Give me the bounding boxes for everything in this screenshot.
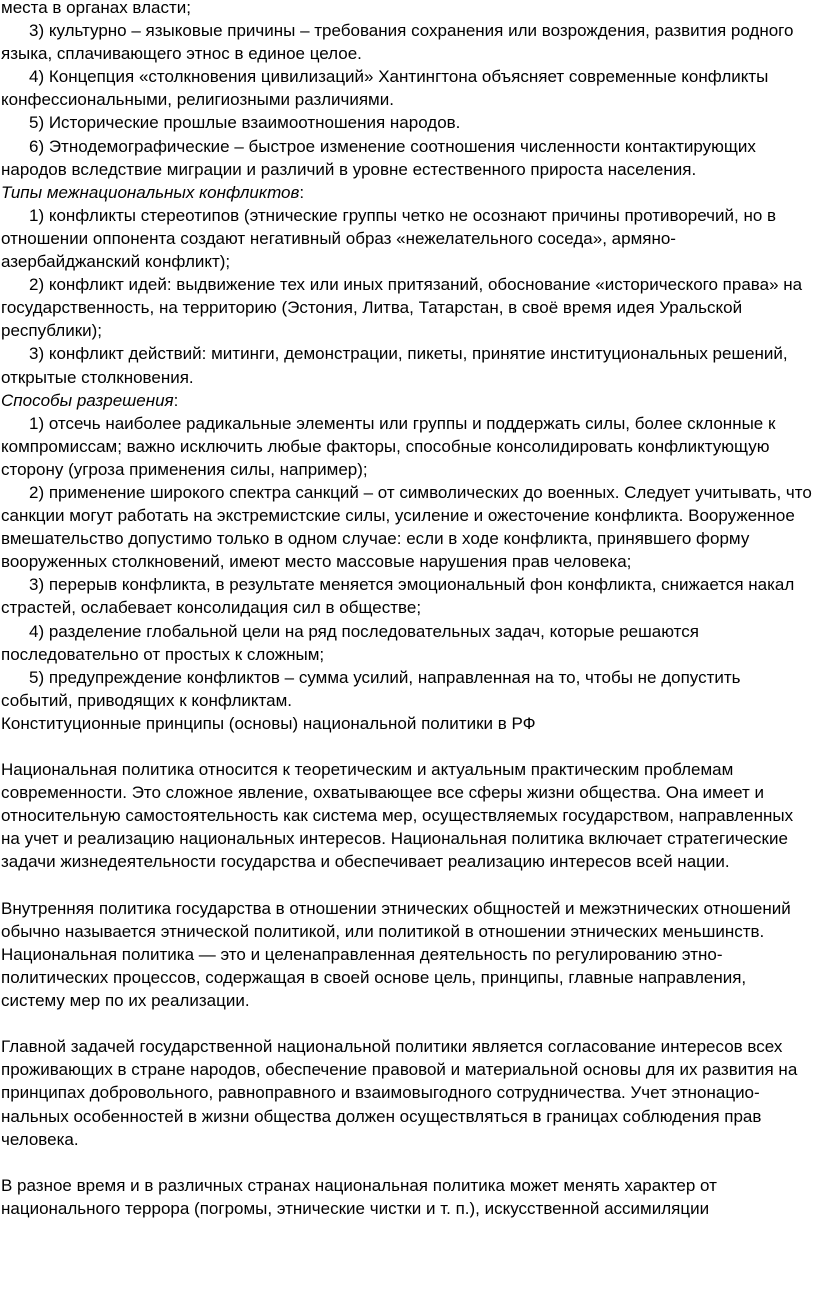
methods-heading-line (1, 389, 813, 412)
resolution-method-2: 2) применение широкого спектра санкций – от символических до военных. Следует учитывать, что санкции могут работать на экстремистские силы, усиление и ожесточение конфликта. Вооруженное вмешательство допустимо только в одном случае: если в ходе конфликта, принявшего форму вооруженных столкновений, имеют место массовые нарушения прав человека; (1, 482, 812, 572)
types-heading: Типы межнациональных конфликтов (1, 182, 300, 202)
conflict-type-2: 2) конфликт идей: выдвижение тех или иных притязаний, обоснование «исторического права» на государственность, на территорию (Эстония, Литва, Татарстан, в своё время идея Уральской республики); (1, 275, 803, 341)
factor-item-continued: места в органах власти; (1, 0, 191, 17)
methods-heading: Способы разрешения (1, 390, 174, 410)
resolution-method-3: 3) перерыв конфликта, в результате меняется эмоциональный фон конфликта, снижается накал страстей, ослабевает консолидация сил в обществе; (1, 575, 795, 618)
methods-heading-colon: : (173, 390, 179, 410)
resolution-method-4: 4) разделение глобальной цели на ряд последовательных задач, которые решаются последовательно от простых к сложным; (1, 621, 699, 664)
body-paragraph-4: В разное время и в различных странах национальная политика может менять характер от национального террора (погромы, этнические чистки и т. п.), искусственной ассимиляции (1, 1175, 717, 1218)
factor-item-5: 5) Исторические прошлые взаимоотношения народов. (29, 113, 461, 133)
document-page (1, 0, 813, 1220)
body-paragraph-3: Главной задачей государственной национальной политики является согласование интересов всех проживающих в стране народов, обеспечение правовой и материальной основы для их развития на принципах добровольного, равноправного и взаимовыгодного сотрудничества. Учет этнонацио-нальных особенностей в жизни общества должен осуществляться в границах соблюдения прав человека. (1, 1037, 798, 1149)
resolution-method-5: 5) предупреждение конфликтов – сумма усилий, направленная на то, чтобы не допустить событий, приводящих к конфликтам. (1, 667, 741, 710)
conflict-type-3: 3) конфликт действий: митинги, демонстрации, пикеты, принятие институциональных решений, открытые столкновения. (1, 344, 788, 387)
section-title: Конституционные принципы (основы) национальной политики в РФ (1, 713, 536, 733)
body-paragraph-2: Внутренняя политика государства в отношении этнических общностей и межэтнических отношений обычно называется этнической политикой, или политикой в отношении этнических меньшинств. Национальная политика — это и целенаправленная деятельность по регулированию этно-политических процессов, содержащая в своей основе цель, принципы, главные направления, систему мер по их реализации. (1, 898, 791, 1011)
resolution-method-1: 1) отсечь наиболее радикальные элементы или группы и поддержать силы, более склонные к компромиссам; важно исключить любые факторы, способные консолидировать конфликтующую сторону (угроза применения силы, например); (1, 413, 776, 479)
body-paragraph-1: Национальная политика относится к теоретическим и актуальным практическим проблемам современности. Это сложное явление, охватывающее все сферы жизни общества. Она имеет и относительную самостоятельность как система мер, осуществляемых государством, направленных на учет и реализацию национальных интересов. Национальная политика включает стратегические задачи жизнедеятельности государства и обеспечивает реализацию интересов всей нации. (1, 760, 794, 872)
factor-item-6: 6) Этнодемографические – быстрое изменение соотношения численности контактирующих народов вследствие миграции и различий в уровне естественного прироста населения. (1, 136, 756, 179)
types-heading-line (1, 181, 813, 204)
conflict-type-1: 1) конфликты стереотипов (этнические группы четко не осознают причины противоречий, но в отношении оппонента создают негативный образ «нежелательного соседа», армяно-азербайджанский конфликт); (1, 205, 777, 272)
factor-item-3: 3) культурно – языковые причины – требования сохранения или возрождения, развития родного языка, сплачивающего этнос в единое целое. (1, 21, 794, 64)
types-heading-colon: : (299, 182, 305, 202)
factor-item-4: 4) Концепция «столкновения цивилизаций» Хантингтона объясняет современные конфликты конфессиональными, религиозными различиями. (1, 67, 769, 110)
